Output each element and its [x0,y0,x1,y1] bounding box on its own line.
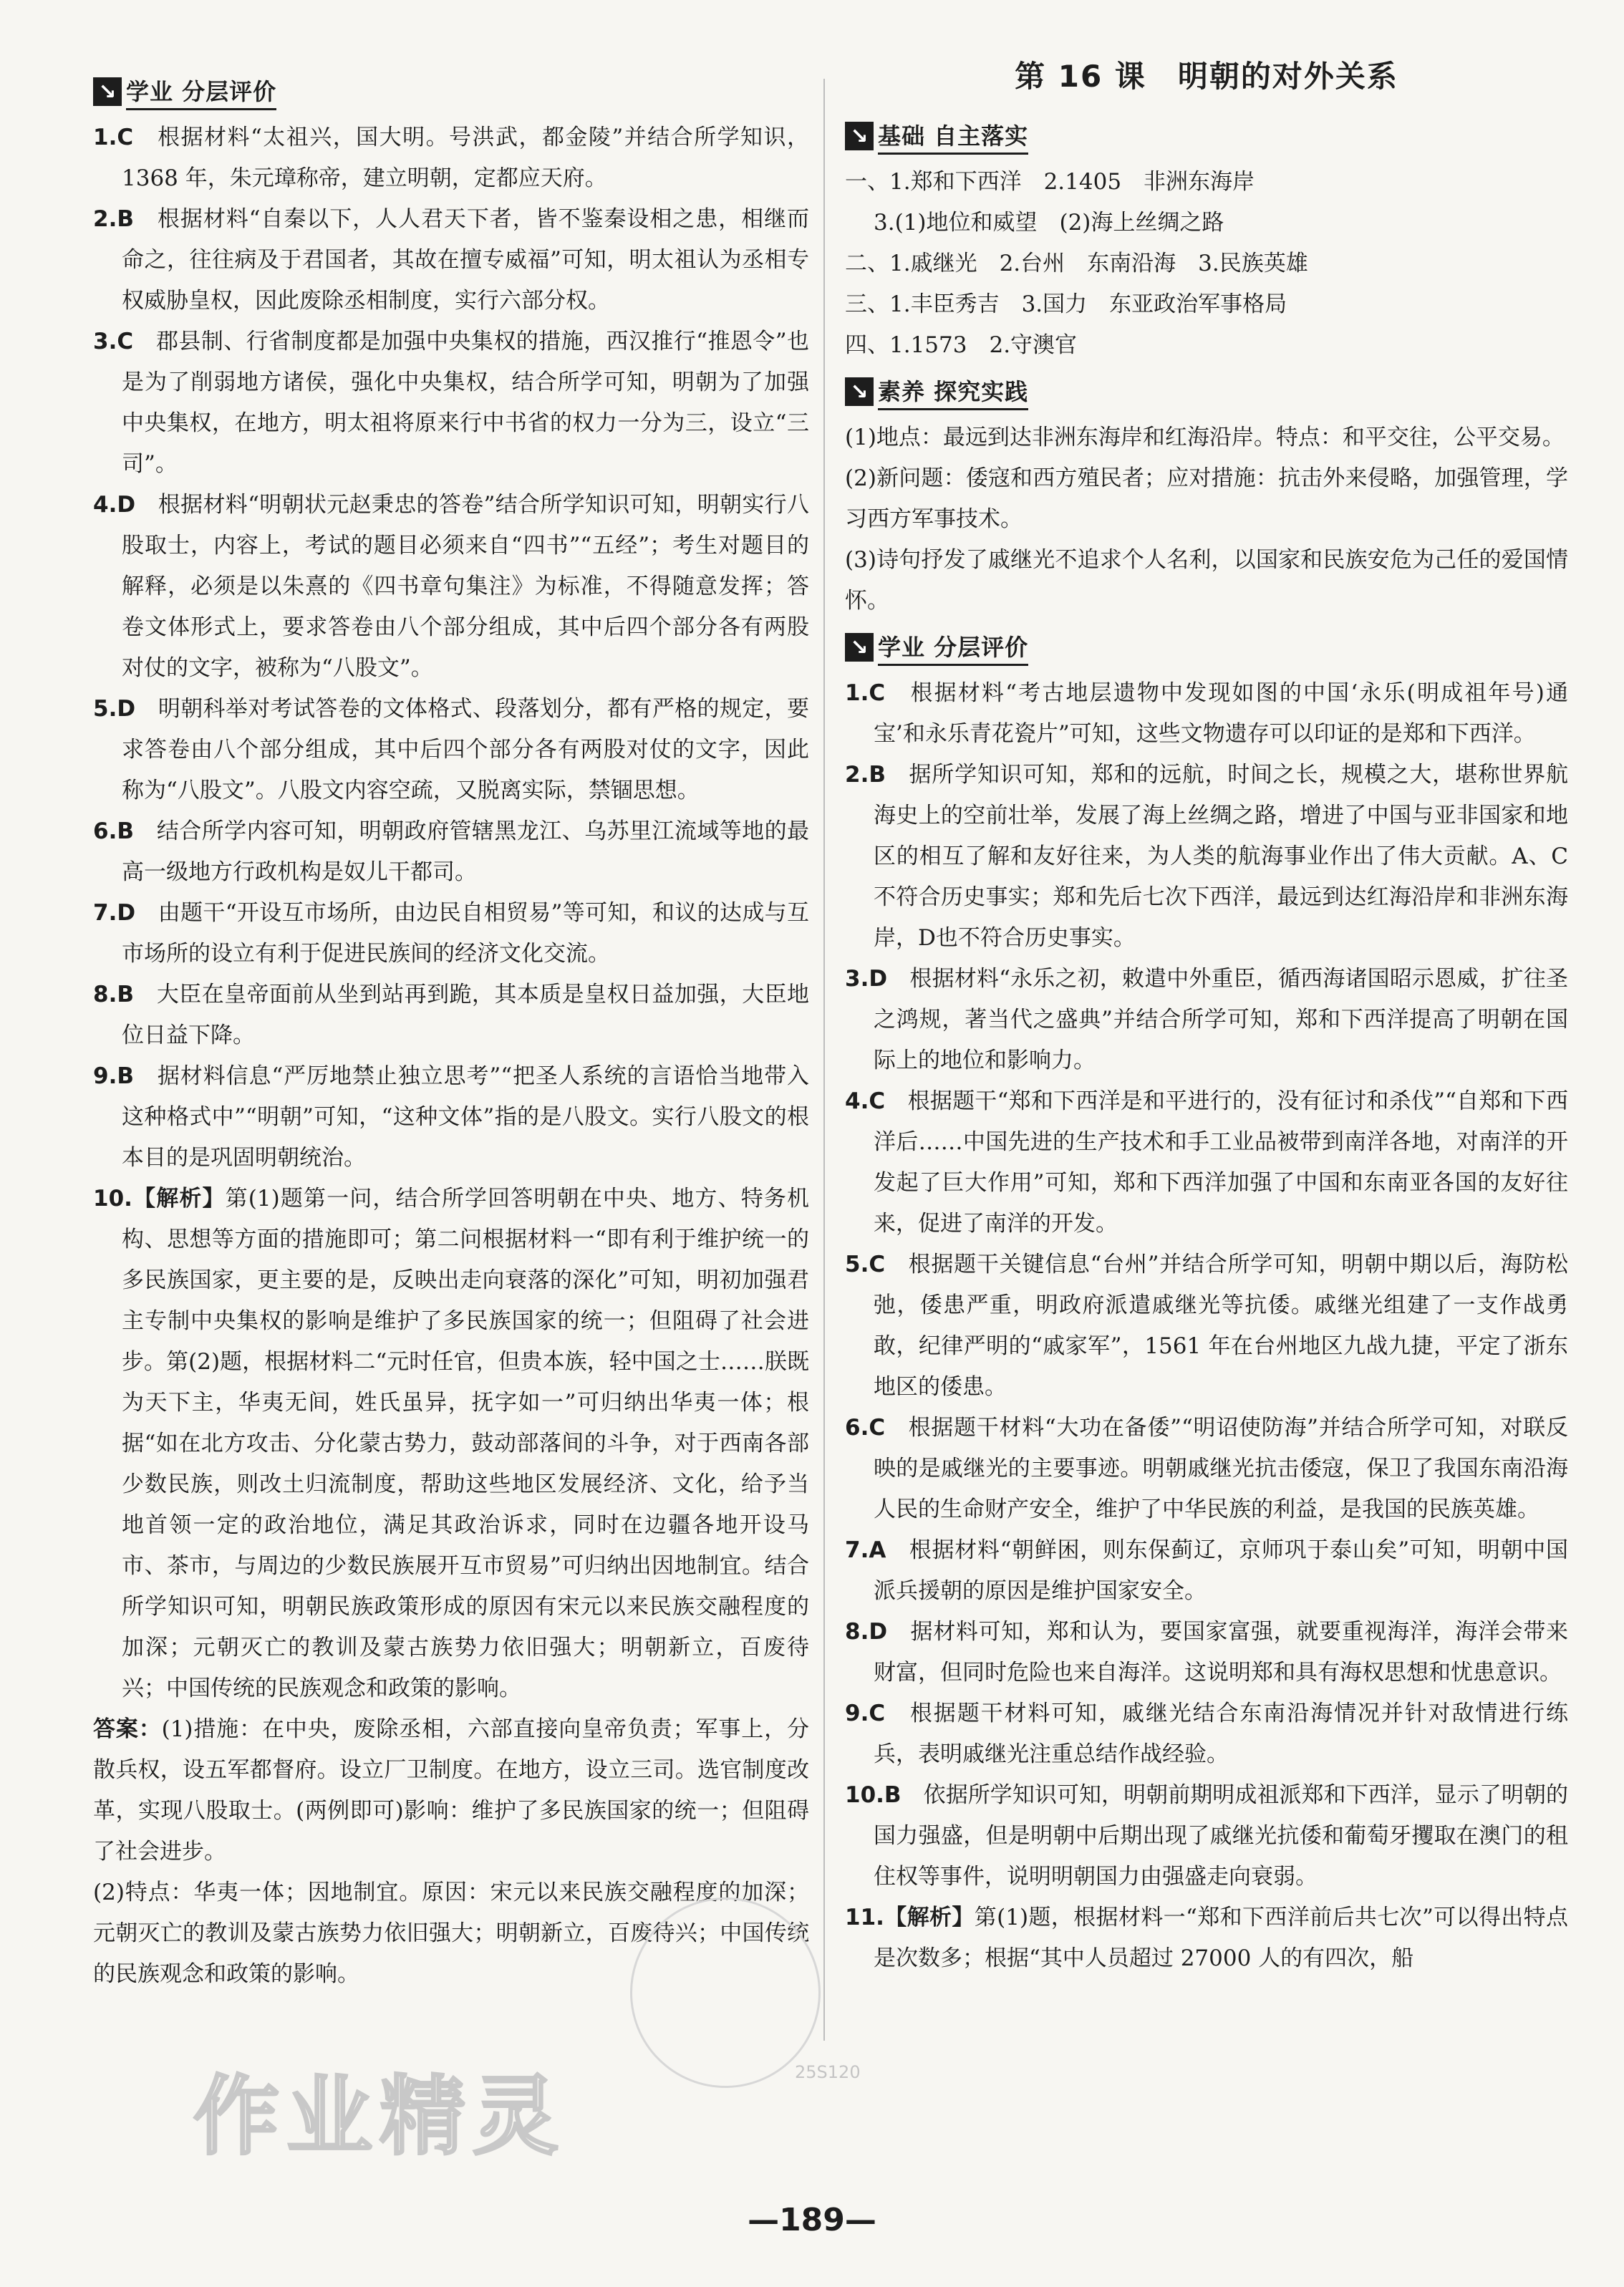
answer-list [845,673,1568,1979]
item-text: 根据材料“明朝状元赵秉忠的答卷”结合所学知识可知，明朝实行八股取士，内容上，考试的题目必须来自“四书”“五经”；考生对题目的解释，必须是以朱熹的《四书章句集注》为标准，不得随意发挥；答卷文体形式上，要求答卷由八个部分组成，其中后四个部分各有两股对仗的文字，被称为“八股文”。 [122,492,810,681]
answer-item [845,755,1568,959]
answer-item [845,1081,1568,1244]
item-text: 第(1)题第一问，结合所学回答明朝在中央、地方、特务机构、思想等方面的措施即可；第二问根据材料一“即有利于维护统一的多民族国家，更主要的是，反映出走向衰落的深化”可知，明初加强君主专制中央集权的影响是维护了多民族国家的统一；但阻碍了社会进步。第(2)题，根据材料二“元时任官，但贵本族，轻中国之士……朕既为天下主，华夷无间，姓氏虽异，抚字如一”可归纳出华夷一体；根据“如在北方攻击、分化蒙古势力，鼓动部落间的斗争，对于西南各部少数民族，则改土归流制度，帮助这些地区发展经济、文化，给予当地首领一定的政治地位，满足其政治诉求，同时在边疆各地开设马市、茶市，与周边的少数民族展开互市贸易”可归纳出因地制宜。结合所学知识可知，明朝民族政策形成的原因有宋元以来民族交融程度的加深；元朝灭亡的教训及蒙古族势力依旧强大；明朝新立，百废待兴；中国传统的民族观念和政策的影响。 [122,1186,809,1701]
item-number: 4.D [93,492,136,518]
item-number: 1.C [845,680,886,706]
answer-item [845,1530,1568,1612]
watermark: 作业精灵 [193,2067,566,2167]
column-divider [823,79,825,2041]
inquiry-answer: (2)新问题：倭寇和西方殖民者；应对措施：抗击外来侵略，加强管理，学习西方军事技术。 [845,465,1568,532]
answer-item [93,321,809,485]
item-text: 根据材料“太祖兴，国大明。号洪武，都金陵”并结合所学知识，1368 年，朱元璋称帝，建立明朝，定都应天府。 [122,125,809,191]
inquiry-answer: (3)诗句抒发了戚继光不追求个人名利，以国家和民族安危为己任的爱国情怀。 [845,547,1568,614]
answer-item [845,1775,1568,1897]
answer-item [93,199,809,321]
item-number: 10.B [845,1782,902,1808]
arrow-icon: ↘ [93,77,122,106]
item-text: 据所学知识可知，郑和的远航，时间之长，规模之大，堪称世界航海史上的空前壮举，发展了海上丝绸之路，增进了中国与亚非国家和地区的相互了解和友好往来，为人类的航海事业作出了伟大贡献。A、C不符合历史事实；郑和先后七次下西洋，最远到达红海沿岸和非洲东海岸，D也不符合历史事实。 [874,762,1569,951]
item-number: 4.C [845,1088,886,1114]
item-number: 8.D [845,1619,888,1645]
answer-item [845,673,1568,755]
item-number: 7.A [845,1537,886,1563]
page-number: —189— [748,2202,876,2238]
item-number: 8.B [93,982,134,1007]
item-number: 3.C [93,329,134,354]
item-text: 第(1)题，根据材料一“郑和下西洋前后共七次”可以得出特点是次数多；根据“其中人员超过 27000 人的有四次，船 [874,1905,1569,1971]
item-text: 结合所学内容可知，明朝政府管辖黑龙江、乌苏里江流域等地的最高一级地方行政机构是奴儿干都司。 [122,818,810,885]
item-text: 据材料信息“严厉地禁止独立思考”“把圣人系统的言语恰当地带入这种格式中”“明朝”可知，“这种文体”指的是八股文。实行八股文的根本目的是巩固明朝统治。 [122,1063,810,1171]
item-number: 11. [845,1905,884,1930]
basic-answer-line: 四、1.1573 2.守澳官 [845,332,1078,358]
answer-item [845,959,1568,1081]
answer-item [845,1693,1568,1775]
section-title: 学业 分层评价 [878,629,1028,666]
answer-item [93,689,809,811]
item-label: 【解析】 [132,1186,226,1212]
item-text: 根据题干关键信息“台州”并结合所学可知，明朝中期以后，海防松弛，倭患严重，明政府派遣戚继光等抗倭。戚继光组建了一支作战勇敢，纪律严明的“戚家军”，1561 年在台州地区九战九捷，平定了浙东地区的倭患。 [874,1252,1568,1400]
basic-answer-line: 二、1.戚继光 2.台州 东南沿海 3.民族英雄 [845,251,1308,276]
item-text: 根据材料“自秦以下，人人君天下者，皆不鉴秦设相之患，相继而命之，往往病及于君国者，其故在擅专威福”可知，明太祖认为丞相专权威胁皇权，因此废除丞相制度，实行六部分权。 [122,206,809,314]
item-number: 1.C [93,125,134,150]
item-text: 根据题干材料可知，戚继光结合东南沿海情况并针对敌情进行练兵，表明戚继光注重总结作战经验。 [874,1701,1569,1767]
basic-answer-line: 3.(1)地位和威望 (2)海上丝绸之路 [874,210,1224,236]
answer-item [93,975,809,1056]
answer-item [93,117,809,199]
basic-answer-line: 三、1.丰臣秀吉 3.国力 东亚政治军事格局 [845,291,1287,317]
basic-answer-line: 一、1.郑和下西洋 2.1405 非洲东海岸 [845,169,1255,195]
left-column [93,72,809,1995]
answer-item [93,485,809,689]
item-number: 5.C [845,1252,886,1277]
answer-item [93,811,809,893]
section-header-basics [845,116,1568,156]
item-number: 6.B [93,818,134,844]
right-column [845,0,1568,1979]
answer-list [93,117,809,1709]
arrow-icon: ↘ [845,633,874,662]
item-text: 据材料可知，郑和认为，要国家富强，就要重视海洋，海洋会带来财富，但同时危险也来自海洋。这说明郑和具有海权思想和忧患意识。 [874,1619,1569,1686]
section-header-practice [845,627,1568,667]
section-title: 学业 分层评价 [126,74,276,110]
item-text: 根据材料“考古地层遗物中发现如图的中国‘永乐(明成祖年号)通宝’和永乐青花瓷片”可知，这些文物遗存可以印证的是郑和下西洋。 [874,680,1569,747]
lesson-title: 第 16 课 明朝的对外关系 [1015,59,1398,94]
item-number: 9.B [93,1063,134,1089]
item-text: 明朝科举对考试答卷的文体格式、段落划分，都有严格的规定，要求答卷由八个部分组成，其中后四个部分各有两股对仗的文字，因此称为“八股文”。八股文内容空疏，又脱离实际，禁锢思想。 [122,696,810,803]
item-number: 2.B [845,762,886,788]
item-number: 3.D [845,966,888,992]
item-text: 根据材料“永乐之初，敕遣中外重臣，循西海诸国昭示恩威，扩往圣之鸿规，著当代之盛典”并结合所学可知，郑和下西洋提高了明朝在国际上的地位和影响力。 [874,966,1568,1073]
arrow-icon: ↘ [845,377,874,406]
item-text: 由题干“开设互市场所，由边民自相贸易”等可知，和议的达成与互市场所的设立有利于促进民族间的经济文化交流。 [122,900,810,967]
answer-item [845,1612,1568,1693]
item-number: 5.D [93,696,136,722]
answer-item [845,1897,1568,1979]
item-number: 10. [93,1186,132,1212]
answer-block: 答案：(1)措施：在中央，废除丞相，六部直接向皇帝负责；军事上，分散兵权，设五军都督府。设立厂卫制度。在地方，设立三司。选官制度改革，实现八股取士。(两例即可)影响：维护了多民族国家的统一；但阻碍了社会进步。 [93,1716,809,1865]
item-text: 大臣在皇帝面前从坐到站再到跪，其本质是皇权日益加强，大臣地位日益下降。 [122,982,810,1048]
answer-item [93,1056,809,1179]
answer-block-2: (2)特点：华夷一体；因地制宜。原因：宋元以来民族交融程度的加深；元朝灭亡的教训及蒙古族势力依旧强大；明朝新立，百废待兴；中国传统的民族观念和政策的影响。 [93,1880,809,1987]
answer-item [845,1408,1568,1530]
answer-item [93,893,809,975]
item-number: 2.B [93,206,134,232]
answer-item [93,1179,809,1709]
section-header-inquiry [845,372,1568,412]
section-header-practice [93,72,809,112]
item-number: 9.C [845,1701,886,1726]
section-title: 基础 自主落实 [878,118,1028,155]
item-label: 【解析】 [884,1905,975,1930]
item-text: 根据题干材料“大功在备倭”“明诏使防海”并结合所学可知，对联反映的是戚继光的主要事迹。明朝戚继光抗击倭寇，保卫了我国东南沿海人民的生命财产安全，维护了中华民族的利益，是我国的民族英雄。 [874,1415,1569,1522]
item-text: 根据题干“郑和下西洋是和平进行的，没有征讨和杀伐”“自郑和下西洋后……中国先进的生产技术和手工业品被带到南洋各地，对南洋的开发起了巨大作用”可知，郑和下西洋加强了中国和东南亚各国的友好往来，促进了南洋的开发。 [874,1088,1569,1237]
stamp-seal [630,1897,821,2088]
stamp-code: 25S120 [795,2062,861,2082]
inquiry-answer: (1)地点：最远到达非洲东海岸和红海沿岸。特点：和平交往，公平交易。 [845,425,1565,450]
answer-item [845,1244,1568,1408]
item-text: 依据所学知识可知，明朝前期明成祖派郑和下西洋，显示了明朝的国力强盛，但是明朝中后期出现了戚继光抗倭和葡萄牙攫取在澳门的租住权等事件，说明明朝国力由强盛走向衰弱。 [874,1782,1569,1890]
item-number: 7.D [93,900,136,926]
arrow-icon: ↘ [845,122,874,150]
item-number: 6.C [845,1415,886,1441]
section-title: 素养 探究实践 [878,374,1028,410]
item-text: 郡县制、行省制度都是加强中央集权的措施，西汉推行“推恩令”也是为了削弱地方诸侯，强化中央集权，结合所学可知，明朝为了加强中央集权，在地方，明太祖将原来行中书省的权力一分为三，设立“三司”。 [122,329,809,477]
item-text: 根据材料“朝鲜困，则东保蓟辽，京师巩于泰山矣”可知，明朝中国派兵援朝的原因是维护国家安全。 [874,1537,1568,1604]
